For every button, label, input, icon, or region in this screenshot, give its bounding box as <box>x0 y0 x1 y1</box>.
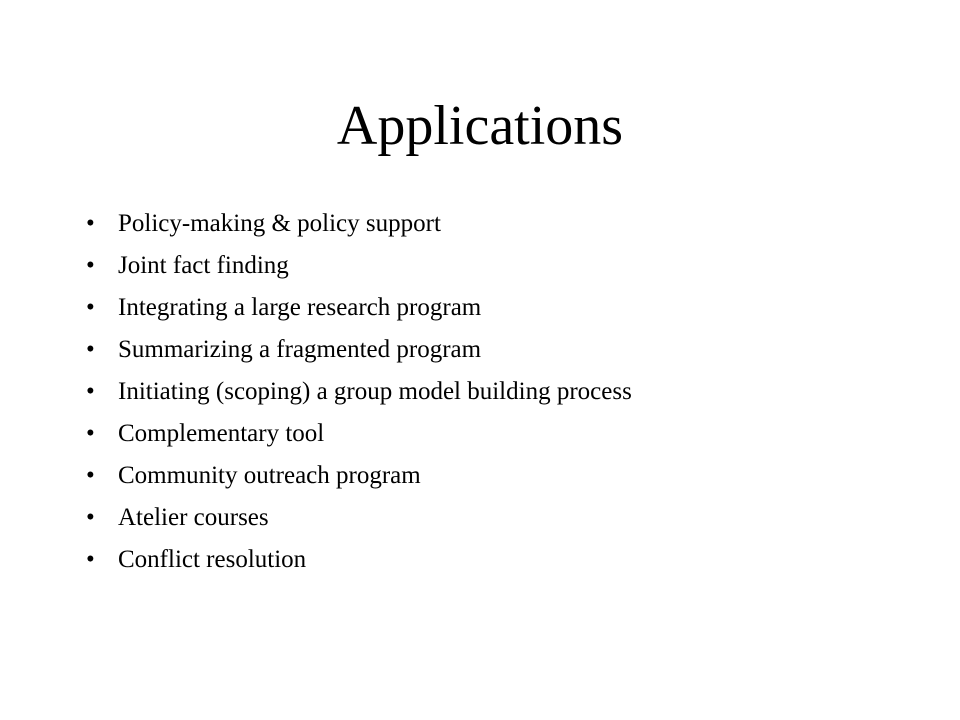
list-item-text: Conflict resolution <box>118 546 307 573</box>
bullet-icon: • <box>86 546 95 573</box>
bullet-icon: • <box>86 336 95 363</box>
list-item-text: Joint fact finding <box>118 252 289 279</box>
list-item-text: Policy-making & policy support <box>118 210 441 237</box>
bullet-icon: • <box>86 378 95 405</box>
list-item <box>86 204 632 246</box>
bullet-list <box>86 204 632 582</box>
list-item <box>86 540 632 582</box>
bullet-icon: • <box>86 252 95 279</box>
bullet-icon: • <box>86 462 95 489</box>
bullet-icon: • <box>86 294 95 321</box>
list-item-text: Atelier courses <box>118 504 269 531</box>
list-item <box>86 246 632 288</box>
list-item <box>86 498 632 540</box>
list-item <box>86 288 632 330</box>
slide-title: Applications <box>336 95 624 157</box>
list-item-text: Community outreach program <box>118 462 421 489</box>
bullet-icon: • <box>86 420 95 447</box>
list-item-text: Integrating a large research program <box>118 294 482 321</box>
list-item-text: Initiating (scoping) a group model building process <box>118 378 632 405</box>
list-item <box>86 330 632 372</box>
list-item <box>86 456 632 498</box>
bullet-icon: • <box>86 504 95 531</box>
list-item-text: Summarizing a fragmented program <box>118 336 482 363</box>
bullet-icon: • <box>86 210 95 237</box>
list-item <box>86 414 632 456</box>
list-item <box>86 372 632 414</box>
list-item-text: Complementary tool <box>118 420 325 447</box>
